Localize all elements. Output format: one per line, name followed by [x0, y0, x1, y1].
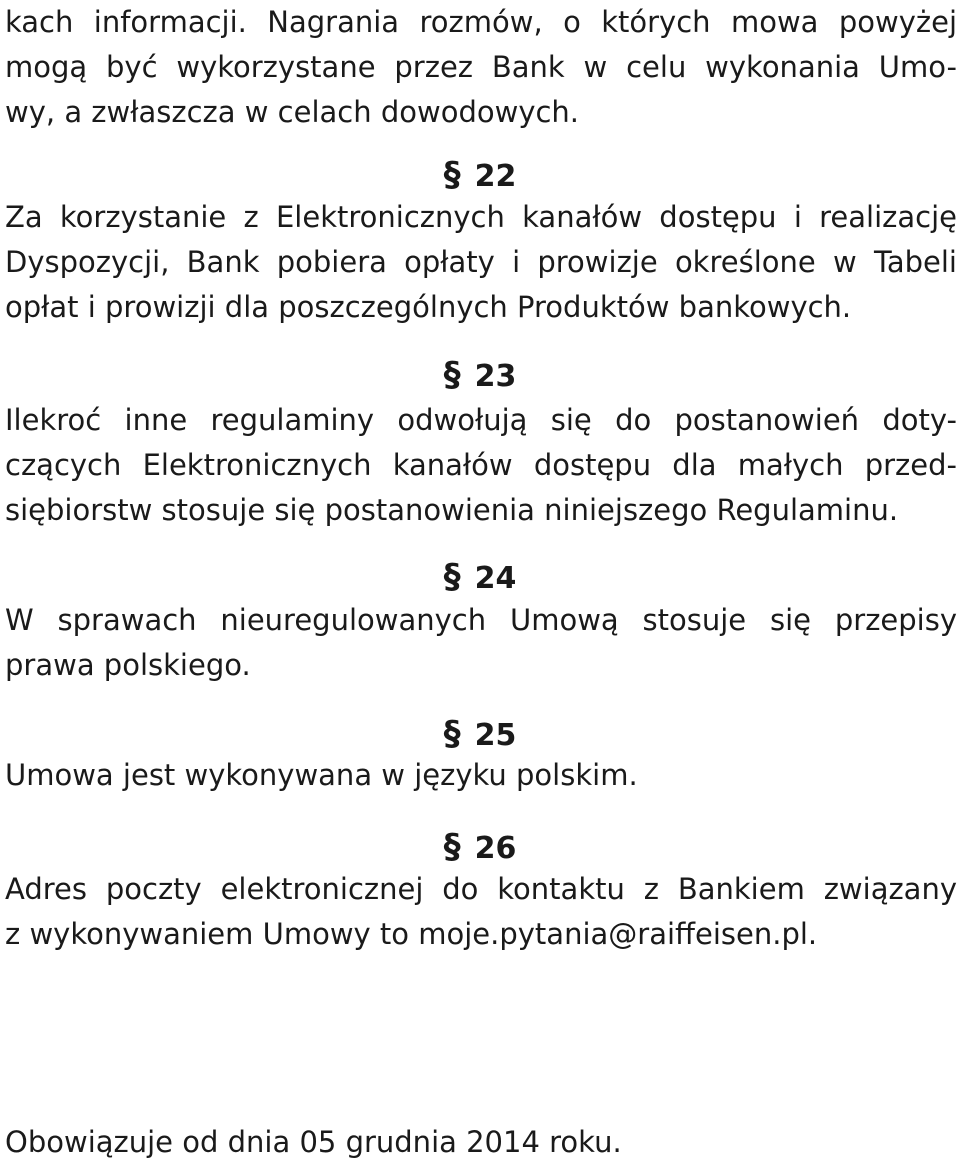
section-paragraph-24 — [5, 598, 957, 688]
section-symbol: § — [443, 827, 461, 867]
intro-paragraph — [5, 0, 957, 135]
section-heading-24 — [0, 557, 960, 597]
section-number: 26 — [474, 831, 517, 866]
paragraph-line: Umowa jest wykonywana w języku polskim. — [5, 758, 638, 792]
effective-date-note: Obowiązuje od dnia 05 grudnia 2014 roku. — [5, 1125, 622, 1159]
section-number: 22 — [474, 159, 517, 194]
section-paragraph-26 — [5, 867, 957, 957]
section-number: 25 — [474, 718, 517, 753]
paragraph-line: mogą być wykorzystane przez Bank w celu wykonania Umo- — [5, 50, 957, 84]
section-paragraph-22 — [5, 195, 957, 330]
paragraph-line: wy, a zwłaszcza w celach dowodowych. — [5, 95, 580, 129]
paragraph-line: Dyspozycji, Bank pobiera opłaty i prowizje określone w Tabeli — [5, 245, 957, 279]
section-paragraph-23 — [5, 398, 957, 533]
section-symbol: § — [443, 155, 461, 195]
paragraph-line: Za korzystanie z Elektronicznych kanałów dostępu i realizację — [5, 200, 957, 234]
section-symbol: § — [443, 557, 461, 597]
section-number: 24 — [474, 561, 517, 596]
paragraph-line: Adres poczty elektronicznej do kontaktu z Bankiem związany — [5, 872, 957, 906]
section-heading-23 — [0, 355, 960, 395]
paragraph-line: z wykonywaniem Umowy to moje.pytania@raiffeisen.pl. — [5, 917, 818, 951]
paragraph-line: opłat i prowizji dla poszczególnych Produktów bankowych. — [5, 290, 852, 324]
paragraph-line: W sprawach nieuregulowanych Umową stosuje się przepisy — [5, 603, 957, 637]
section-number: 23 — [474, 359, 517, 394]
section-heading-22 — [0, 155, 960, 195]
section-symbol: § — [443, 714, 461, 754]
section-paragraph-25 — [5, 753, 957, 798]
paragraph-line: prawa polskiego. — [5, 648, 251, 682]
paragraph-line: Ilekroć inne regulaminy odwołują się do postanowień doty- — [5, 403, 957, 437]
section-symbol: § — [443, 355, 461, 395]
paragraph-line: kach informacji. Nagrania rozmów, o których mowa powyżej — [5, 5, 957, 39]
paragraph-line: siębiorstw stosuje się postanowienia niniejszego Regulaminu. — [5, 493, 899, 527]
paragraph-line: czących Elektronicznych kanałów dostępu dla małych przed- — [5, 448, 957, 482]
section-heading-26 — [0, 827, 960, 867]
section-heading-25 — [0, 714, 960, 754]
